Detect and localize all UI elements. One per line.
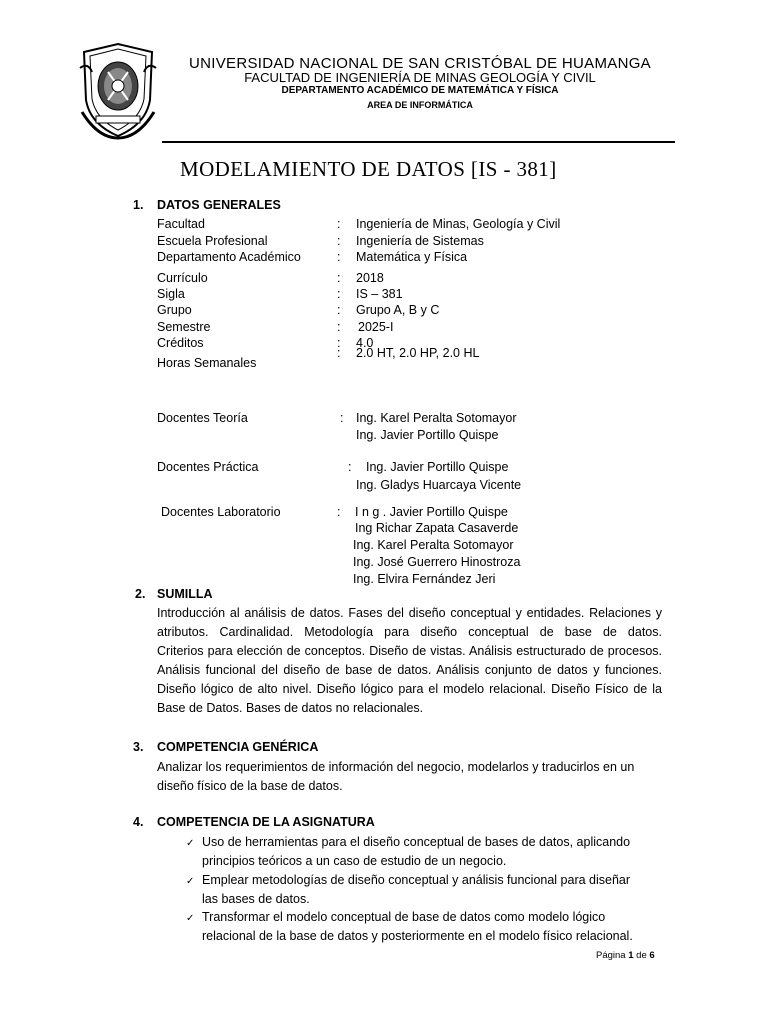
competence-item (202, 871, 662, 909)
teacher-name: Ing. Gladys Huarcaya Vicente (356, 478, 522, 492)
section-3-number: 3. (133, 740, 144, 754)
field-colon: : (337, 287, 341, 301)
field-colon: : (340, 411, 344, 425)
field-label: Facultad (157, 217, 205, 231)
field-value: 2018 (356, 271, 384, 285)
field-colon: : (348, 460, 352, 474)
teacher-name: Ing Richar Zapata Casaverde (355, 521, 519, 535)
competence-line: Uso de herramientas para el diseño conceptual de bases de datos, aplicando (202, 835, 631, 849)
competence-line: principios teóricos a un caso de estudio de un negocio. (202, 854, 507, 868)
field-colon: : (337, 336, 341, 350)
university-seal-icon (78, 42, 158, 140)
field-value: Grupo A, B y C (356, 303, 440, 317)
field-label: Departamento Académico (157, 250, 301, 264)
section-2-number: 2. (135, 587, 146, 601)
sumilla-line: Criterios para elección de conceptos. Diseño de vistas. Análisis estructurado de procesos. (157, 644, 662, 658)
section-1-title: DATOS GENERALES (157, 198, 281, 212)
field-colon: : (337, 505, 341, 519)
field-colon: : (337, 250, 341, 264)
header-divider (162, 141, 675, 143)
competence-line: las bases de datos. (202, 892, 310, 906)
teachers-practice-label: Docentes Práctica (157, 460, 259, 474)
section-4-title: COMPETENCIA DE LA ASIGNATURA (157, 815, 375, 829)
teacher-name: Ing. José Guerrero Hinostroza (353, 555, 521, 569)
department-name: DEPARTAMENTO ACADÉMICO DE MATEMÁTICA Y FÍSICA (281, 85, 559, 96)
field-label: Créditos (157, 336, 204, 350)
field-label: Escuela Profesional (157, 234, 268, 248)
field-label: Horas Semanales (157, 356, 257, 370)
page-label: Página (596, 950, 626, 961)
field-value: Ingeniería de Sistemas (356, 234, 484, 248)
competence-line: Transformar el modelo conceptual de base de datos como modelo lógico (202, 910, 606, 924)
page-total: 6 (649, 950, 655, 961)
field-colon: : (337, 346, 341, 360)
teacher-name: Ing. Javier Portillo Quispe (356, 428, 499, 442)
section-2-title: SUMILLA (157, 587, 213, 601)
section-1-number: 1. (133, 198, 144, 212)
teacher-name: Ing. Karel Peralta Sotomayor (353, 538, 514, 552)
generic-competence-paragraph (157, 758, 662, 796)
teachers-lab-label: Docentes Laboratorio (161, 505, 281, 519)
field-value: 2.0 HT, 2.0 HP, 2.0 HL (356, 346, 480, 360)
field-colon: : (337, 303, 341, 317)
field-value: IS – 381 (356, 287, 403, 301)
field-value: Matemática y Física (356, 250, 468, 264)
teacher-name: Ing. Javier Portillo Quispe (366, 460, 509, 474)
section-4-number: 4. (133, 815, 144, 829)
sumilla-line: atributos. Cardinalidad. Metodología para diseño conceptual de base de datos. (157, 625, 662, 639)
field-label: Semestre (157, 320, 211, 334)
area-name: AREA DE INFORMÁTICA (367, 100, 473, 110)
section-3-title: COMPETENCIA GENÉRICA (157, 740, 319, 754)
of-label: de (636, 950, 647, 961)
sumilla-line: Análisis funcional del diseño de base de datos. Análisis conjunto de datos y funciones. (157, 663, 662, 677)
faculty-name: FACULTAD DE INGENIERÍA DE MINAS GEOLOGÍA Y CIVIL (244, 70, 596, 85)
check-bullet-icon: ✓ (186, 838, 195, 849)
check-bullet-icon: ✓ (186, 876, 195, 887)
teachers-theory-label: Docentes Teoría (157, 411, 248, 425)
page-title: MODELAMIENTO DE DATOS [IS - 381] (180, 157, 557, 181)
field-label: Grupo (157, 303, 192, 317)
sumilla-line: Introducción al análisis de datos. Fases del diseño conceptual y entidades. Relaciones y (157, 606, 662, 620)
field-colon: : (337, 271, 341, 285)
competence-item (202, 908, 662, 946)
sumilla-paragraph (157, 604, 662, 718)
field-value: Ingeniería de Minas, Geología y Civil (356, 217, 561, 231)
field-label: Currículo (157, 271, 208, 285)
field-value: 4.0 (356, 336, 374, 350)
teacher-name: Ing. Elvira Fernández Jeri (353, 572, 496, 586)
field-colon: : (337, 217, 341, 231)
competence-item (202, 833, 662, 871)
competence-line: Emplear metodologías de diseño conceptual y análisis funcional para diseñar (202, 873, 631, 887)
page-number: 1 (628, 950, 634, 961)
generic-competence-line: diseño físico de la base de datos. (157, 779, 343, 793)
field-colon: : (337, 320, 341, 334)
generic-competence-line: Analizar los requerimientos de información del negocio, modelarlos y traducirlos en un (157, 760, 635, 774)
sumilla-line: Base de Datos. Bases de datos no relacionales. (157, 701, 424, 715)
teacher-name: I n g . Javier Portillo Quispe (355, 505, 508, 519)
field-label: Sigla (157, 287, 185, 301)
university-name: UNIVERSIDAD NACIONAL DE SAN CRISTÓBAL DE HUAMANGA (188, 55, 651, 72)
field-colon: : (337, 234, 341, 248)
competence-line: relacional de la base de datos y posteriormente en el modelo físico relacional. (202, 929, 633, 943)
field-value: 2025-I (358, 320, 394, 334)
sumilla-line: Diseño lógico de alto nivel. Diseño lógico para el modelo relacional. Diseño Físico de la (157, 682, 662, 696)
page-footer (596, 950, 655, 961)
check-bullet-icon: ✓ (186, 913, 195, 924)
teacher-name: Ing. Karel Peralta Sotomayor (356, 411, 517, 425)
